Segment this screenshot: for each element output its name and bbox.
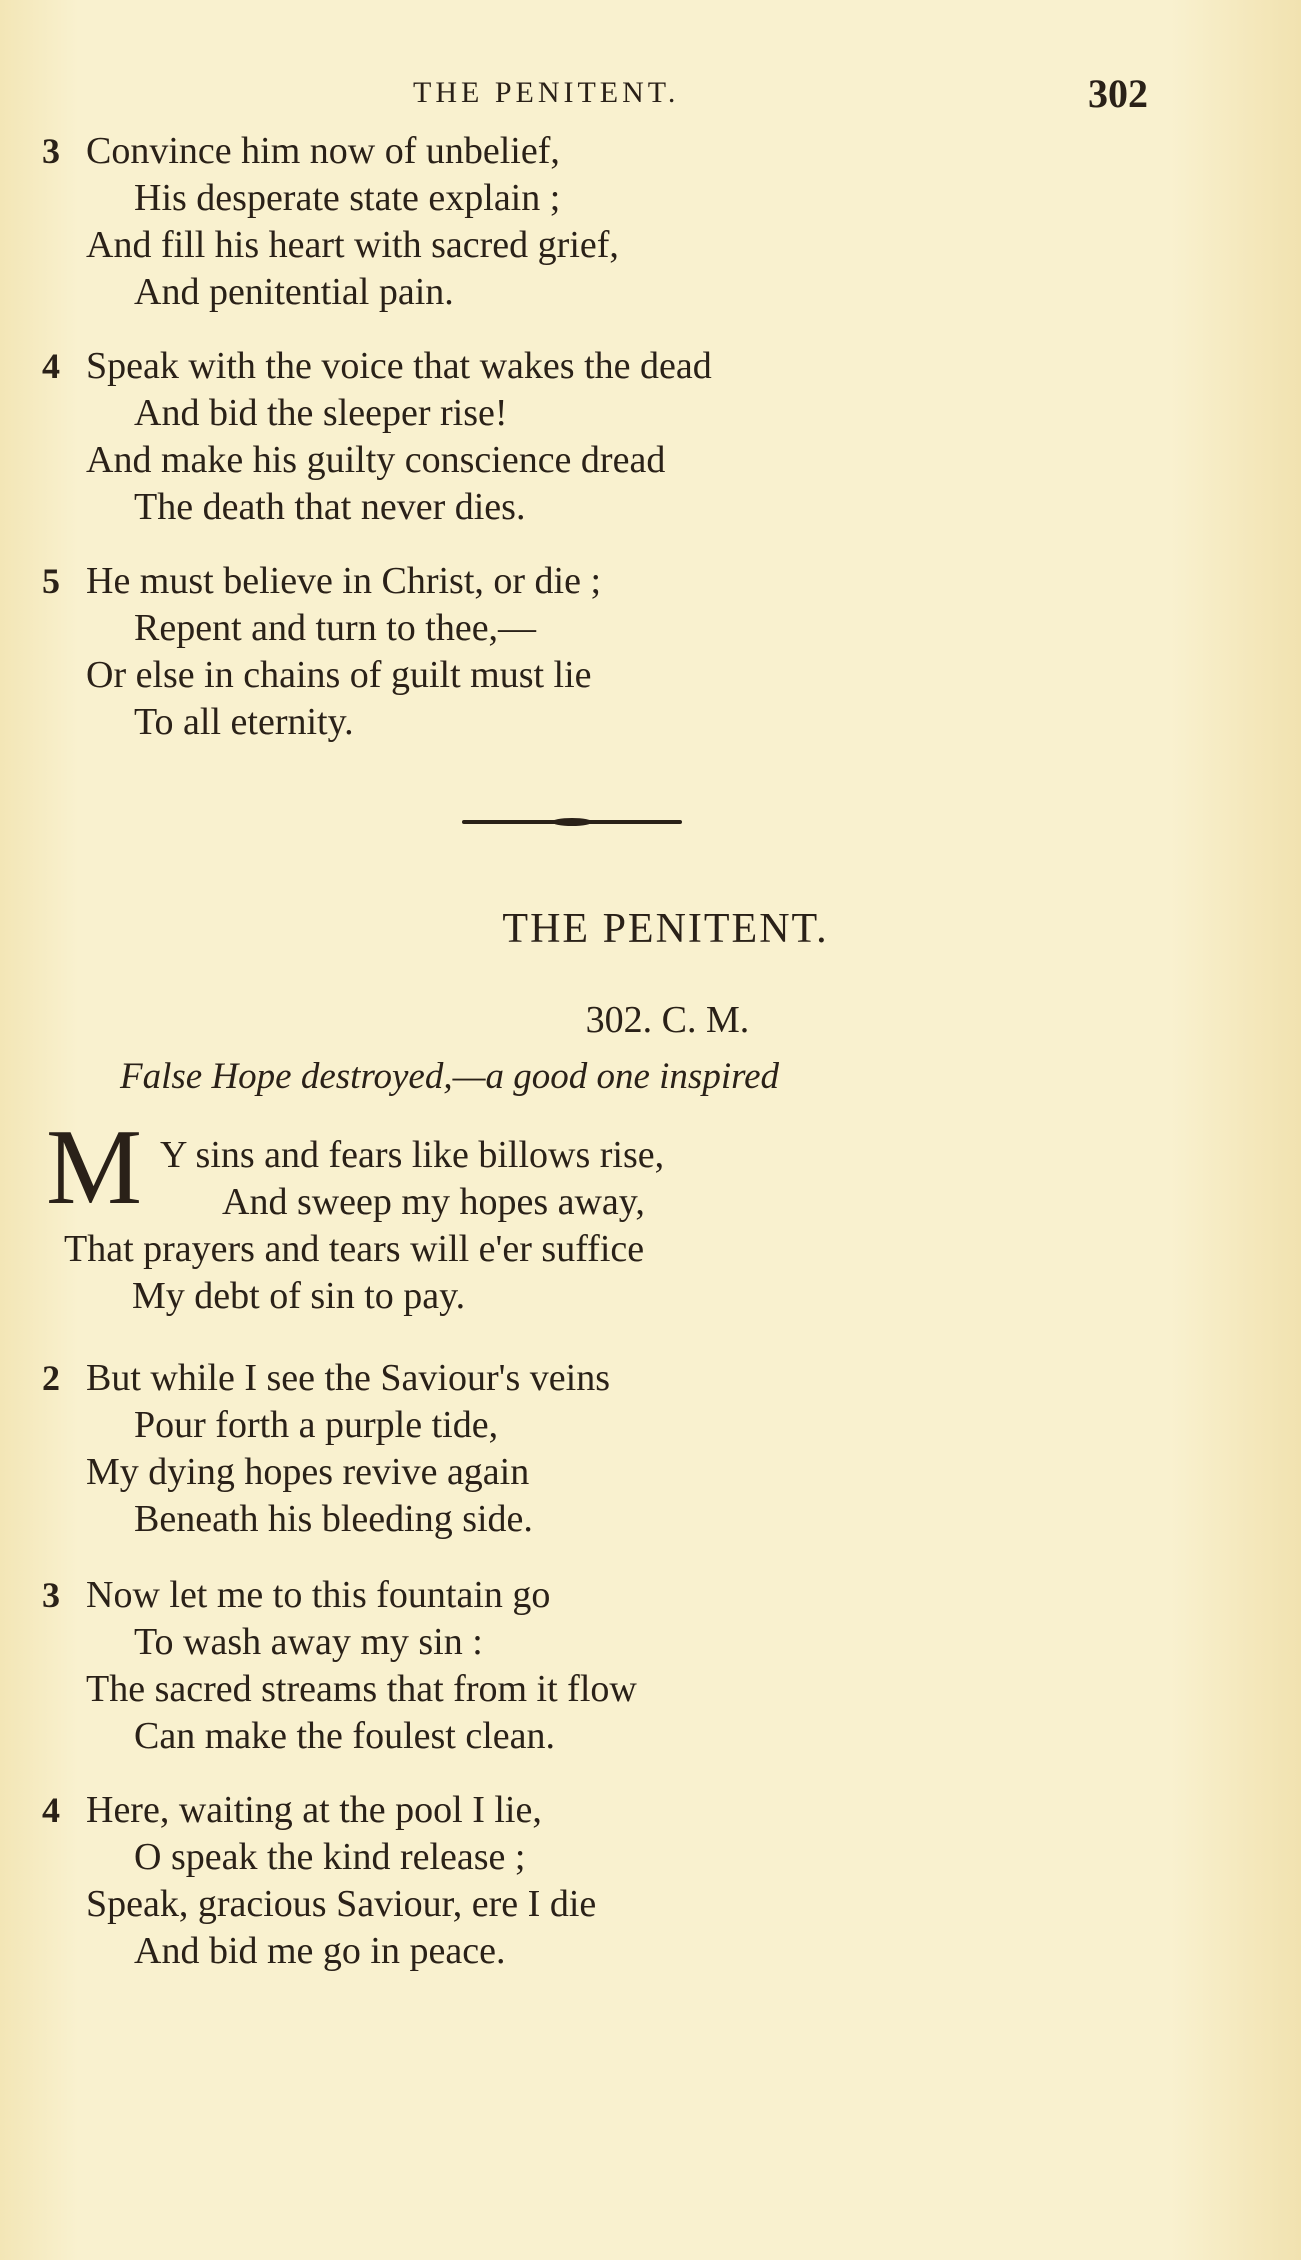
stanza-number: 3 xyxy=(42,1575,60,1615)
verse-line: But while I see the Saviour's veins xyxy=(86,1357,610,1399)
stanza-number: 5 xyxy=(42,561,60,601)
stanza-number: 3 xyxy=(42,131,60,171)
stanza-number: 4 xyxy=(42,346,60,386)
verse-line: Now let me to this fountain go xyxy=(86,1574,551,1616)
verse-line: O speak the kind release ; xyxy=(134,1836,526,1878)
hymn-stanza-3 xyxy=(42,1572,1222,1760)
verse-line: To wash away my sin : xyxy=(134,1621,483,1663)
verse-line: That prayers and tears will e'er suffice xyxy=(64,1228,645,1270)
verse-line: The sacred streams that from it flow xyxy=(86,1668,637,1710)
verse-line: And sweep my hopes away, xyxy=(222,1181,645,1223)
hymn-stanza-1 xyxy=(42,1132,1222,1320)
prev-stanza-5 xyxy=(42,558,1222,746)
prev-stanza-4 xyxy=(42,343,1222,531)
verse-line: He must believe in Christ, or die ; xyxy=(86,560,602,602)
verse-line: Y sins and fears like billows rise, xyxy=(160,1134,665,1176)
verse-line: And penitential pain. xyxy=(134,271,454,313)
verse-line: And bid me go in peace. xyxy=(134,1930,506,1972)
verse-line: Here, waiting at the pool I lie, xyxy=(86,1789,542,1831)
hymn-stanza-4 xyxy=(42,1787,1222,1975)
verse-line: His desperate state explain ; xyxy=(134,177,561,219)
drop-cap: M xyxy=(46,1108,143,1227)
verse-line: And bid the sleeper rise! xyxy=(134,392,508,434)
hymn-number-meter: 302. C. M. xyxy=(585,999,750,1041)
verse-line: And make his guilty conscience dread xyxy=(86,439,666,481)
verse-line: To all eternity. xyxy=(134,701,354,743)
running-title: THE PENITENT. xyxy=(413,76,680,109)
hymn-title: THE PENITENT. xyxy=(502,906,829,952)
verse-line: Convince him now of unbelief, xyxy=(86,130,560,172)
verse-line: Speak with the voice that wakes the dead xyxy=(86,345,712,387)
verse-line: And fill his heart with sacred grief, xyxy=(86,224,619,266)
stanza-number: 4 xyxy=(42,1790,60,1830)
stanza-number: 2 xyxy=(42,1358,60,1398)
section-divider xyxy=(462,820,682,824)
verse-line: My debt of sin to pay. xyxy=(132,1275,466,1317)
verse-line: My dying hopes revive again xyxy=(86,1451,530,1493)
verse-line: Pour forth a purple tide, xyxy=(134,1404,499,1446)
verse-line: The death that never dies. xyxy=(134,486,526,528)
verse-line: Speak, gracious Saviour, ere I die xyxy=(86,1883,597,1925)
verse-line: Beneath his bleeding side. xyxy=(134,1498,533,1540)
verse-line: Repent and turn to thee,— xyxy=(134,607,537,649)
hymn-stanza-2 xyxy=(42,1355,1222,1543)
verse-line: Or else in chains of guilt must lie xyxy=(86,654,592,696)
running-header xyxy=(0,70,1301,120)
prev-stanza-3 xyxy=(42,128,1222,316)
hymn-subtitle: False Hope destroyed,—a good one inspired xyxy=(120,1056,780,1097)
page-number: 302 xyxy=(1088,71,1148,116)
verse-line: Can make the foulest clean. xyxy=(134,1715,556,1757)
